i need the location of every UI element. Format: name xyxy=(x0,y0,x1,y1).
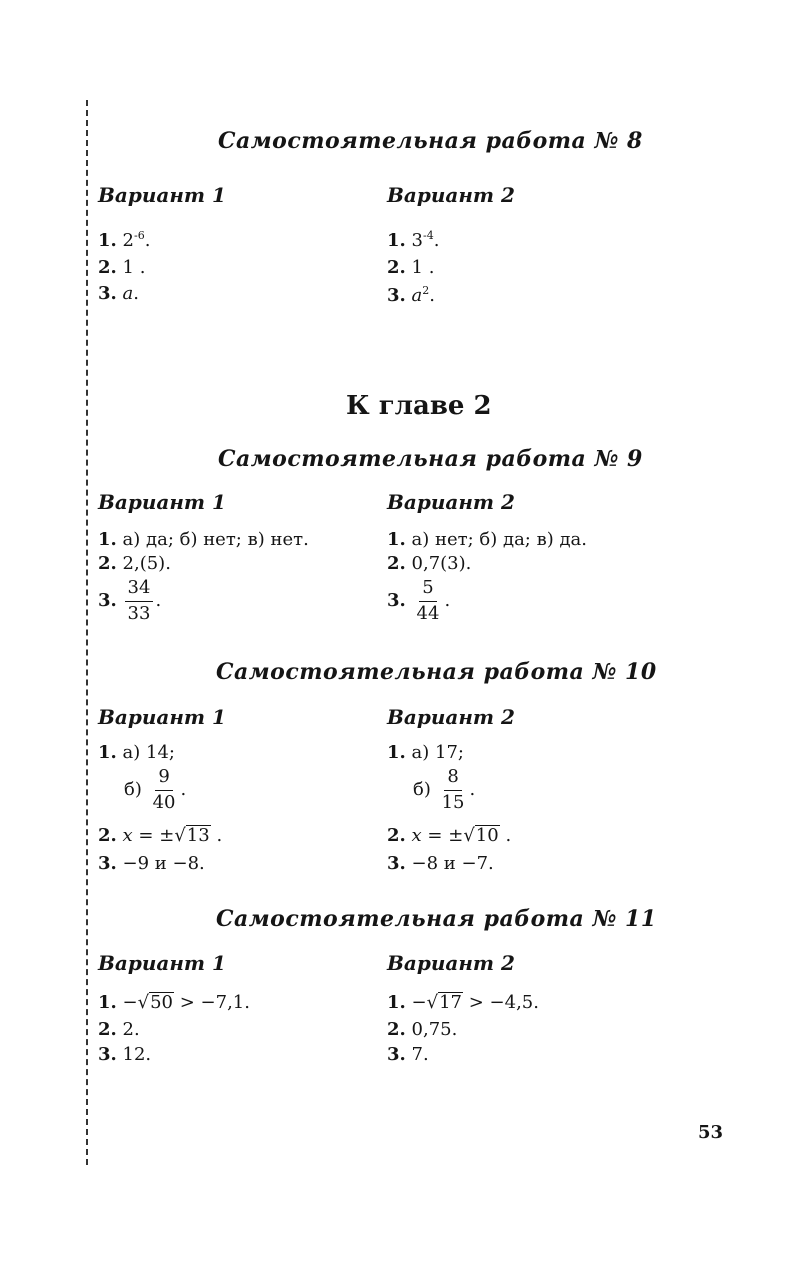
answer-11-v2-2: 2. 0,75. xyxy=(387,1019,458,1040)
fraction: $\frac{34}{33}$ xyxy=(125,578,154,624)
answer-11-v1-1: 1. − √ 50 > −7,1. xyxy=(98,992,250,1013)
answer-8-v1-2: 2. 1 . xyxy=(98,257,146,278)
section-title-10: Самостоятельная работа № 10 xyxy=(216,659,657,685)
answer-9-v1-2: 2. 2,(5). xyxy=(98,553,171,574)
section-title-9: Самостоятельная работа № 9 xyxy=(218,446,643,472)
variant-1-label: Вариант 1 xyxy=(98,183,226,207)
page-number: 53 xyxy=(698,1122,724,1143)
answer-9-v2-2: 2. 0,7(3). xyxy=(387,553,472,574)
answer-9-v1-1: 1. а) да; б) нет; в) нет. xyxy=(98,529,309,550)
answer-11-v2-3: 3. 7. xyxy=(387,1044,429,1065)
variant-2-label: Вариант 2 xyxy=(387,705,515,729)
answer-10-v1-1b: б) $\frac{9}{40}$ . xyxy=(124,766,187,813)
fraction: $\frac{9}{40}$ xyxy=(152,766,176,813)
fraction: $\frac{8}{15}$ xyxy=(441,766,465,813)
answer-10-v2-2: 2. x = ± √ 10 . xyxy=(387,825,512,846)
chapter-heading: К главе 2 xyxy=(346,391,492,421)
variant-2-label: Вариант 2 xyxy=(387,490,515,514)
answer-9-v1-3: 3. $\frac{34}{33}$ . xyxy=(98,577,162,624)
variant-1-label: Вариант 1 xyxy=(98,951,226,975)
section-title-11: Самостоятельная работа № 11 xyxy=(216,906,657,932)
answer-10-v2-3: 3. −8 и −7. xyxy=(387,853,494,874)
answer-10-v1-3: 3. −9 и −8. xyxy=(98,853,205,874)
fraction: $\frac{5}{44}$ xyxy=(416,577,440,624)
square-root: √ 10 xyxy=(463,825,499,846)
answer-8-v1-3: 3. a. xyxy=(98,283,139,304)
answer-10-v2-1: 1. а) 17; xyxy=(387,742,464,763)
square-root: √ 17 xyxy=(426,992,463,1013)
answer-11-v1-2: 2. 2. xyxy=(98,1019,140,1040)
answer-9-v2-3: 3. $\frac{5}{44}$ . xyxy=(387,577,451,624)
answer-10-v2-1b: б) $\frac{8}{15}$ . xyxy=(413,766,476,813)
square-root: √ 50 xyxy=(137,992,174,1013)
margin-cut-line xyxy=(86,100,88,1165)
answer-8-v2-3: 3. $a^2$. xyxy=(387,284,435,306)
answer-8-v1-1: 1. $2^{-6}$. xyxy=(98,229,151,251)
answer-8-v2-1: 1. $3^{-4}$. xyxy=(387,229,440,251)
square-root: √ 13 xyxy=(174,825,210,846)
answer-10-v1-1: 1. а) 14; xyxy=(98,742,175,763)
variant-2-label: Вариант 2 xyxy=(387,951,515,975)
section-title-8: Самостоятельная работа № 8 xyxy=(218,128,643,154)
variant-2-label: Вариант 2 xyxy=(387,183,515,207)
answer-10-v1-2: 2. x = ± √ 13 . xyxy=(98,825,223,846)
variant-1-label: Вариант 1 xyxy=(98,490,226,514)
answer-9-v2-1: 1. а) нет; б) да; в) да. xyxy=(387,529,587,550)
answer-11-v2-1: 1. − √ 17 > −4,5. xyxy=(387,992,539,1013)
variant-1-label: Вариант 1 xyxy=(98,705,226,729)
answer-11-v1-3: 3. 12. xyxy=(98,1044,152,1065)
answer-8-v2-2: 2. 1 . xyxy=(387,257,435,278)
